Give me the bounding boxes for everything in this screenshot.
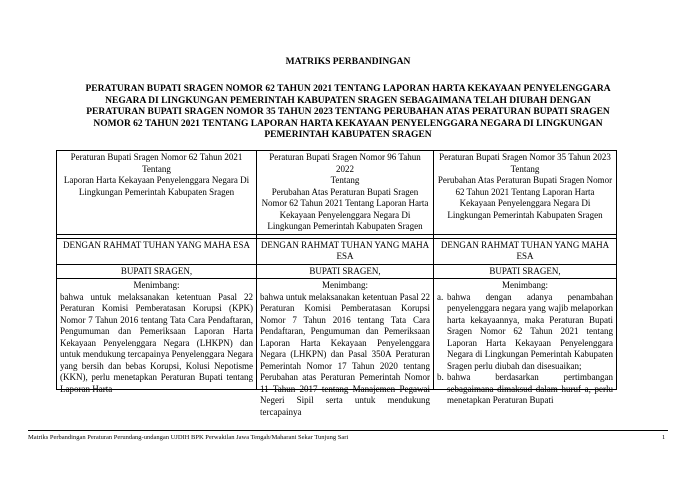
menimbang-label: Menimbang: (322, 280, 368, 290)
document-title: MATRIKS PERBANDINGAN (285, 57, 411, 67)
menimbang-row (57, 279, 617, 390)
regulation-title-cell (434, 151, 617, 235)
menimbang-item (437, 372, 613, 407)
comparison-table (56, 150, 617, 417)
menimbang-cell (57, 279, 257, 394)
regulation-subject: Perubahan Atas Peraturan Bupati Sragen Nomor 62 Tahun 2021 Tentang Laporan Harta Kekayaan Penyelenggara Negara Di Lingkungan Pemerintah Kabupaten Sragen (437, 175, 613, 220)
tentang-label: Tentang (330, 175, 360, 185)
regulation-name: Peraturan Bupati Sragen Nomor 96 Tahun 2022 (269, 152, 421, 174)
item-text: bahwa berdasarkan pertimbangan sebagaimana dimaksud dalam huruf a, perlu menetapkan Peraturan Bupati (447, 372, 613, 405)
menimbang-cell (434, 279, 617, 405)
menimbang-text: bahwa untuk melaksanakan ketentuan Pasal 22 Peraturan Komisi Pemberatasan Korupsi (KPK) Nomor 7 Tahun 2016 tentang Tata Cara Pendaftaran, Pengumuman dan Pemeriksaan Laporan Harta Kekayaan Penyelenggara Negara (LHKPN) dan untuk mendukung tercapainya Penyelenggara Negara yang bersih dan bebas Korupsi, Kolusi Nepotisme (KKN), perlu menetapkan Peraturan Bupati tentang Laporan Harta (60, 291, 253, 394)
regulation-name: Peraturan Bupati Sragen Nomor 62 Tahun 2021 (70, 152, 243, 162)
regulation-subject: Perubahan Atas Peraturan Bupati Sragen Nomor 62 Tahun 2021 Tentang Laporan Harta Kekayaan Penyelenggara Negara Di Lingkungan Pemerintah Kabupaten Sragen (261, 186, 429, 231)
regulation-name: Peraturan Bupati Sragen Nomor 35 Tahun 2023 (439, 152, 611, 162)
menimbang-item (437, 292, 613, 373)
menimbang-cell (257, 279, 434, 417)
regulation-title-row (57, 151, 617, 235)
footer-text: Matriks Perbandingan Peraturan Perundang-undangan UJDIH BPK Perwakilan Jawa Tengah/Maharani Sekar Tunjung Sari (28, 434, 349, 441)
tentang-label: Tentang (510, 163, 540, 174)
regulation-title-cell (57, 151, 257, 235)
rahmat-cell: DENGAN RAHMAT TUHAN YANG MAHA ESA (434, 238, 617, 264)
regulation-subject: Laporan Harta Kekayaan Penyelenggara Negara Di Lingkungan Pemerintah Kabupaten Sragen (63, 175, 250, 197)
rahmat-cell: DENGAN RAHMAT TUHAN YANG MAHA ESA (257, 238, 434, 264)
menimbang-label: Menimbang: (502, 280, 548, 290)
item-marker: b. (437, 372, 444, 382)
regulation-title-cell (257, 151, 434, 235)
item-text: bahwa dengan adanya penambahan penyelenggara negara yang wajib melaporkan harta kekayaannya, maka Peraturan Bupati Sragen Nomor 62 Tahun 2021 tentang Laporan Harta Kekayaan Penyelenggara Negara di Lingkungan Pemerintah Kabupaten Sragen perlu diubah dan disesuaikan; (447, 291, 613, 371)
document-subtitle: PERATURAN BUPATI SRAGEN NOMOR 62 TAHUN 2021 TENTANG LAPORAN HARTA KEKAYAAN PENYELENGGARA NEGARA DI LINGKUNGAN PEMERINTAH KABUPATEN SRAGEN SEBAGAIMANA TELAH DIUBAH DENGAN PERATURAN BUPATI SRAGEN NOMOR 35 TAHUN 2023 TENTANG PERUBAHAN ATAS PERATURAN BUPATI SRAGEN NOMOR 62 TAHUN 2021 TENTANG LAPORAN HARTA KEKAYAAN PENYELENGGARA NEGARA DI LINGKUNGAN PEMERINTAH KABUPATEN SRAGEN (85, 84, 611, 140)
menimbang-label: Menimbang: (133, 280, 180, 290)
bupati-cell: BUPATI SRAGEN, (257, 264, 434, 279)
bupati-cell: BUPATI SRAGEN, (434, 264, 617, 279)
footer-divider (28, 430, 668, 431)
rahmat-row (57, 238, 617, 264)
rahmat-cell: DENGAN RAHMAT TUHAN YANG MAHA ESA (57, 238, 257, 264)
bupati-row (57, 264, 617, 279)
bupati-cell: BUPATI SRAGEN, (57, 264, 257, 279)
menimbang-text: bahwa untuk melaksanakan ketentuan Pasal 22 Peraturan Komisi Pemberatasan Korupsi Nomor 7 Tahun 2016 tentang Tata Cara Pendaftaran, Pengumuman dan Pemeriksaan Laporan Harta Kekayaan Penyelenggara Negara (LHKPN) dan Pasal 350A Peraturan Pemerintah Nomor 17 Tahun 2020 tentang Perubahan atas Peraturan Pemerintah Nomor 11 Tahun 2017 tentang Manajemen Pegawai Negeri Sipil serta untuk mendukung tercapainya (260, 291, 430, 417)
item-marker: a. (437, 291, 444, 302)
page-number: 1 (662, 434, 666, 441)
tentang-label: Tentang (142, 163, 171, 174)
